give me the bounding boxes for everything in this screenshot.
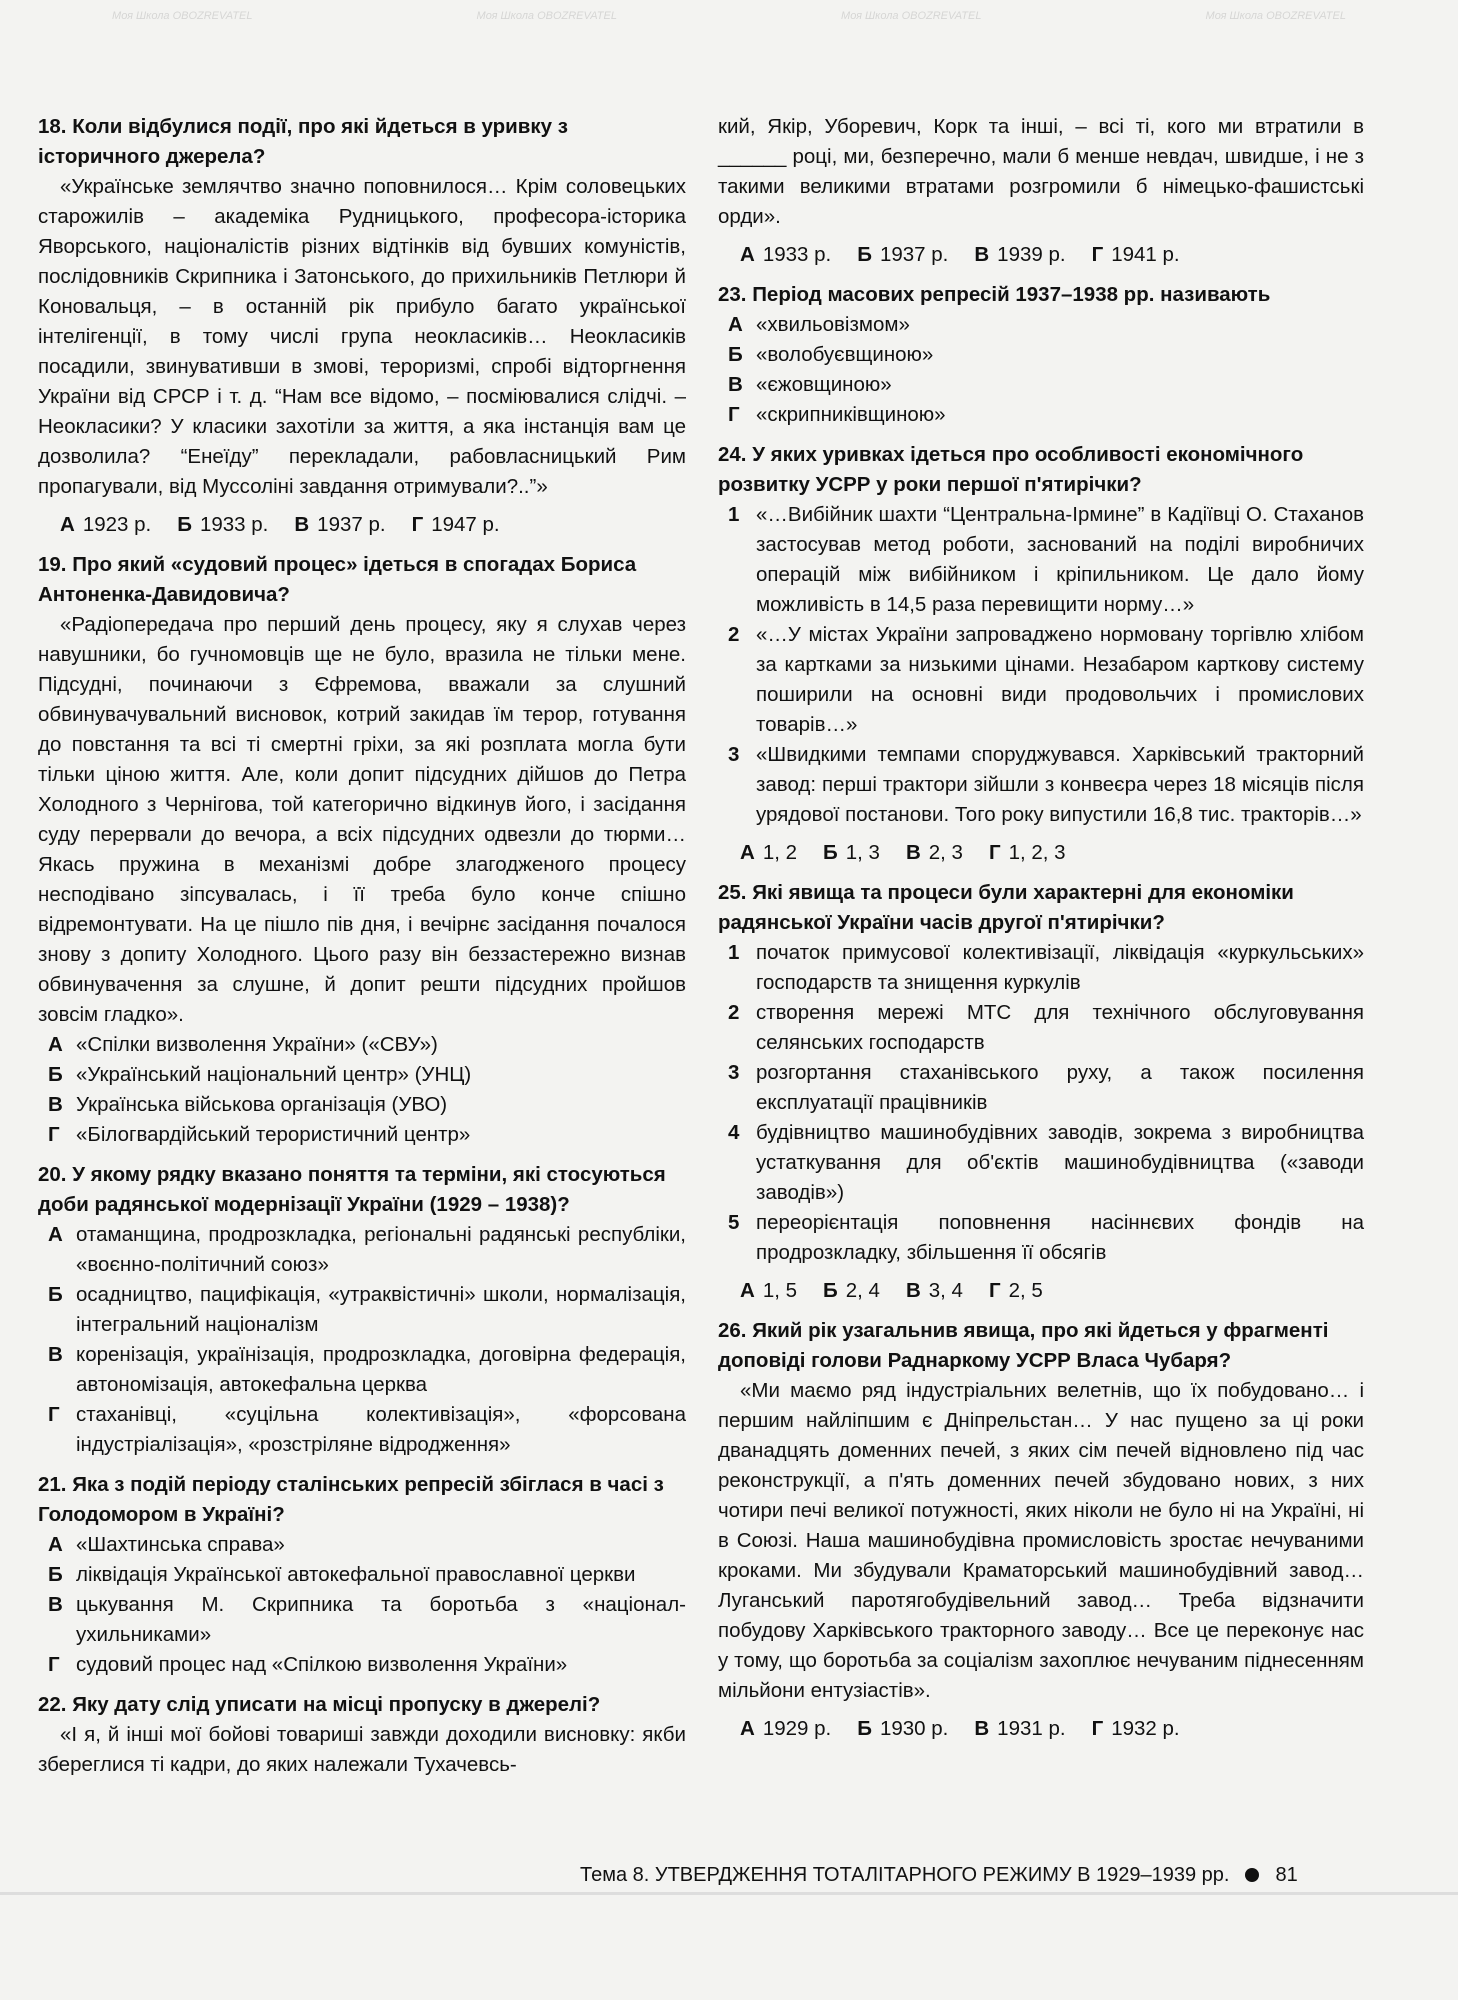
item-text: початок примусової колективізації, ліквідація «куркульських» господарств та знищення куркулів: [756, 941, 1364, 994]
question-title: 21. Яка з подій періоду сталінських репресій збіглася в часі з Голодомором в Україні?: [38, 1473, 664, 1526]
question-19: [38, 550, 686, 1150]
option-text: «Український національний центр» (УНЦ): [76, 1063, 472, 1086]
answer-option[interactable]: [38, 1590, 686, 1650]
question-title: 20. У якому рядку вказано поняття та терміни, які стосуються доби радянської модернізації України (1929 – 1938)?: [38, 1163, 666, 1216]
answer-option[interactable]: [740, 1714, 831, 1744]
option-text: «Спілки визволення України» («СВУ»): [76, 1033, 438, 1056]
option-letter: В: [905, 841, 921, 864]
numbered-item: [718, 740, 1364, 830]
option-text: 1, 2, 3: [1008, 841, 1066, 864]
answer-option[interactable]: [974, 240, 1065, 270]
question-25: [718, 878, 1364, 1306]
option-text: 1923 р.: [82, 513, 152, 536]
option-text: «Шахтинська справа»: [76, 1533, 285, 1556]
option-letter: А: [60, 513, 75, 536]
question-18: [38, 112, 686, 540]
source-quote: «І я, й інші мої бойові товариші завжди доходили висновку: якби збереглися ті кадри, до яких належали Тухачевсь-: [38, 1723, 686, 1776]
numbered-item: [718, 1118, 1364, 1208]
source-quote: «Українське землячтво значно поповнилося… Крім соловецьких старожилів – академіка Рудницького, професора-історика Яворського, націоналістів різних відтінків від бувших комуністів, послідовників Скрипника і Затонського, до прихильників Петлюри й Коновальця, – в останній рік прибуло багато української інтелігенції, в тому числі група неокласиків… Неокласиків посадили, звинувативши в змові, тероризмі, спробі відторгнення України від СРСР і т. д. “Нам все відомо, – посміювалися слідчі. – Неокласики? У класики захотіли за життя, а яка інстанція вам це дозволила? “Енеїду” перекладали, рабовласницький Рим пропагували, від Муссоліні завдання отримували?..”»: [38, 175, 686, 498]
option-letter: В: [974, 243, 990, 266]
item-number: 2: [728, 1001, 740, 1024]
option-letter: Б: [48, 1563, 63, 1586]
source-quote: «Радіопередача про перший день процесу, яку я слухав через навушники, бо гучномовців ще не було, вразила не тільки мене. Підсудні, починаючи з Єфремова, вважали за слушний обвинувачувальний висновок, котрий закидав їм терор, готування до повстання та всі ті смертні гріхи, за які розплата могла бути тільки ціною життя. Але, коли допит підсудних дійшов до Петра Холодного з Чернігова, той категорично відкинув його, і засідання суду перервали до вечора, а всіх підсудних одвезли до тюрми… Якась пружина в механізмі добре злагодженого процесу несподівано зіпсувалась, і її треба було конче спішно відремонтувати. На це пішло пів дня, і вечірнє засідання почалося знову з допиту Холодного. Цього разу він беззастережно визнав обвинувачення за слушне, й допит решти підсудних пройшов зовсім гладко».: [38, 613, 686, 1026]
option-text: 1941 р.: [1111, 243, 1180, 266]
numbered-items: [718, 938, 1364, 1268]
item-text: «…Вибійник шахти “Центральна-Ірмине” в Кадіївці О. Стаханов застосував метод роботи, заснований на поділі виробничих операцій між вибійником і кріпильником. Це дало йому можливість в 14,5 раза перевищити норму…»: [756, 503, 1364, 616]
option-text: 2, 4: [845, 1279, 880, 1302]
option-text: цькування М. Скрипника та боротьба з «націонал-ухильниками»: [76, 1593, 686, 1646]
question-title: 19. Про який «судовий процес» ідеться в спогадах Бориса Антоненка-Давидовича?: [38, 553, 637, 606]
answer-option[interactable]: [38, 1400, 686, 1460]
answer-option[interactable]: [38, 1060, 686, 1090]
question-26: [718, 1316, 1364, 1744]
option-text: 1932 р.: [1111, 1717, 1180, 1740]
item-number: 3: [728, 743, 740, 766]
option-letter: Б: [823, 841, 838, 864]
answer-option[interactable]: [989, 1276, 1043, 1306]
option-letter: А: [48, 1533, 63, 1556]
question-title: 26. Який рік узагальнив явища, про які йдеться у фрагменті доповіді голови Раднаркому УСРР Власа Чубаря?: [718, 1319, 1329, 1372]
option-letter: В: [48, 1593, 63, 1616]
page-footer: [580, 1860, 1380, 1890]
option-letter: Б: [48, 1063, 63, 1086]
answer-option[interactable]: [177, 510, 268, 540]
question-title: 22. Яку дату слід уписати на місці пропуску в джерелі?: [38, 1693, 601, 1716]
option-text: 1931 р.: [997, 1717, 1066, 1740]
answer-options: [38, 1030, 686, 1150]
answer-option[interactable]: [857, 240, 948, 270]
question-title: 25. Які явища та процеси були характерні для економіки радянської України часів другої п'ятирічки?: [718, 881, 1294, 934]
option-text: стаханівці, «суцільна колективізація», «форсована індустріалізація», «розстріляне відродження»: [76, 1403, 686, 1456]
question-22-continued: [718, 112, 1364, 270]
answer-option[interactable]: [38, 1090, 686, 1120]
option-text: ліквідація Української автокефальної православної церкви: [76, 1563, 636, 1586]
option-text: «єжовщиною»: [756, 373, 892, 396]
item-text: «…У містах України запроваджено нормовану торгівлю хлібом за картками за низькими цінами. Незабаром карткову систему поширили на основні види продовольчих і промислових товарів…»: [756, 623, 1364, 736]
answer-option[interactable]: [1092, 240, 1180, 270]
right-column: [718, 112, 1364, 1754]
option-letter: Б: [177, 513, 192, 536]
option-text: 2, 3: [928, 841, 963, 864]
option-text: отаманщина, продрозкладка, регіональні радянські республіки, «воєнно-політичний союз»: [76, 1223, 686, 1276]
option-letter: Б: [823, 1279, 838, 1302]
option-letter: В: [48, 1093, 63, 1116]
numbered-item: [718, 620, 1364, 740]
option-letter: Б: [857, 243, 872, 266]
answer-option[interactable]: [38, 1560, 686, 1590]
footer-topic: Тема 8. УТВЕРДЖЕННЯ ТОТАЛІТАРНОГО РЕЖИМУ В 1929–1939 рр.: [580, 1863, 1230, 1886]
answer-option[interactable]: [740, 838, 797, 868]
numbered-item: [718, 500, 1364, 620]
item-text: розгортання стаханівського руху, а також посилення експлуатації працівників: [756, 1061, 1364, 1114]
answer-option[interactable]: [906, 838, 963, 868]
answer-option[interactable]: [38, 1030, 686, 1060]
watermark-text: Моя Школа OBOZREVATEL: [841, 10, 982, 22]
question-24: [718, 440, 1364, 868]
answer-option[interactable]: [857, 1714, 948, 1744]
option-letter: Г: [988, 1279, 1001, 1302]
answer-option[interactable]: [294, 510, 385, 540]
answer-option[interactable]: [740, 1276, 797, 1306]
source-quote: кий, Якір, Уборевич, Корк та інші, – всі ті, кого ми втратили в ______ році, ми, безперечно, мали б менше невдач, швидше, і не з такими великими втратами розгромили б німецько-фашистські орди».: [718, 115, 1364, 228]
option-text: Українська військова організація (УВО): [76, 1093, 448, 1116]
answer-option[interactable]: [38, 1650, 686, 1680]
option-text: 1939 р.: [997, 243, 1066, 266]
watermark-text: Моя Школа OBOZREVATEL: [1205, 10, 1346, 22]
option-letter: Г: [1091, 1717, 1104, 1740]
numbered-item: [718, 938, 1364, 998]
option-letter: А: [740, 1279, 755, 1302]
watermark-strip: [0, 10, 1458, 30]
item-text: переорієнтація поповнення насіннєвих фондів на продрозкладку, збільшення її обсягів: [756, 1211, 1364, 1264]
bullet-dot-icon: [1245, 1868, 1259, 1882]
question-22: [38, 1690, 686, 1780]
option-text: 1, 2: [762, 841, 798, 864]
answer-options: [718, 310, 1364, 430]
numbered-items: [718, 500, 1364, 830]
watermark-text: Моя Школа OBOZREVATEL: [112, 10, 253, 22]
question-title: 18. Коли відбулися події, про які йдеться в уривку з історичного джерела?: [38, 115, 568, 168]
answer-options: [38, 1530, 686, 1680]
option-letter: Б: [728, 343, 743, 366]
watermark-text: Моя Школа OBOZREVATEL: [476, 10, 617, 22]
item-number: 5: [728, 1211, 740, 1234]
option-text: 1929 р.: [762, 1717, 832, 1740]
option-letter: А: [740, 1717, 755, 1740]
option-text: 1947 р.: [431, 513, 500, 536]
answer-option[interactable]: [718, 310, 1364, 340]
option-letter: Г: [411, 513, 424, 536]
source-quote: «Ми маємо ряд індустріальних велетнів, що їх побудовано… і першим найліпшим є Дніпрельстан… У нас пущено за ці роки дванадцять доменних печей, з яких сім печей відновлено під час реконструкції, а п'ять доменних печей збудовано нових, з них чотири печі великої потужності, яких ніколи не було ні на Україні, ні в Союзі. Наша машинобудівна промисловість зростає нечуваними кроками. Ми збудували Краматорський машинобудівний завод… Луганський паротягобудівельний завод… Треба відзначити побудову Харківського тракторного заводу… Все це переконує нас у тому, що боротьба за соціалізм захоплює нечуваним піднесенням мільйони ентузіастів».: [718, 1379, 1364, 1702]
answer-option[interactable]: [718, 370, 1364, 400]
option-letter: А: [728, 313, 743, 336]
item-number: 1: [728, 503, 740, 526]
option-text: 1937 р.: [317, 513, 386, 536]
option-letter: Б: [48, 1283, 63, 1306]
answer-option[interactable]: [38, 1220, 686, 1280]
bottom-rule: [0, 1892, 1458, 1895]
item-number: 4: [728, 1121, 740, 1144]
option-letter: В: [728, 373, 743, 396]
option-letter: Г: [48, 1123, 60, 1146]
option-text: «скрипниківщиною»: [756, 403, 946, 426]
answer-options: [718, 240, 1364, 270]
question-title: 23. Період масових репресій 1937–1938 рр. називають: [718, 283, 1271, 306]
answer-option[interactable]: [1092, 1714, 1180, 1744]
option-text: 1, 3: [845, 841, 880, 864]
answer-option[interactable]: [718, 340, 1364, 370]
option-letter: В: [48, 1343, 63, 1366]
option-text: 2, 5: [1008, 1279, 1043, 1302]
option-text: «хвильовізмом»: [756, 313, 910, 336]
answer-option[interactable]: [38, 1340, 686, 1400]
option-text: осадництво, пацифікація, «утраквістичні» школи, нормалізація, інтегральний націоналізм: [76, 1283, 686, 1336]
answer-options: [718, 838, 1364, 868]
answer-option[interactable]: [823, 1276, 880, 1306]
answer-option[interactable]: [974, 1714, 1065, 1744]
item-number: 2: [728, 623, 740, 646]
option-text: 1933 р.: [199, 513, 269, 536]
option-text: 1933 р.: [762, 243, 832, 266]
option-text: 3, 4: [928, 1279, 963, 1302]
answer-option[interactable]: [38, 1530, 686, 1560]
numbered-item: [718, 1058, 1364, 1118]
answer-options: [38, 1220, 686, 1460]
item-text: створення мережі МТС для технічного обслуговування селянських господарств: [756, 1001, 1364, 1054]
item-text: будівництво машинобудівних заводів, зокрема з виробництва устаткування для об'єктів машинобудівництва («заводи заводів»): [756, 1121, 1364, 1204]
option-letter: А: [48, 1033, 63, 1056]
answer-option[interactable]: [823, 838, 880, 868]
answer-option[interactable]: [60, 510, 151, 540]
option-text: судовий процес над «Спілкою визволення України»: [76, 1653, 568, 1676]
question-21: [38, 1470, 686, 1680]
option-letter: В: [905, 1279, 921, 1302]
answer-option[interactable]: [906, 1276, 963, 1306]
option-text: коренізація, українізація, продрозкладка, договірна федерація, автономізація, автокефальна церква: [76, 1343, 686, 1396]
option-letter: Г: [988, 841, 1001, 864]
answer-option[interactable]: [38, 1120, 686, 1150]
item-text: «Швидкими темпами споруджувався. Харківський тракторний завод: перші трактори зійшли з конвеєра через 18 місяців після урядової постанови. Того року випустили 16,8 тис. тракторів…»: [756, 743, 1364, 826]
answer-option[interactable]: [989, 838, 1066, 868]
option-text: 1, 5: [762, 1279, 798, 1302]
option-letter: Г: [1091, 243, 1104, 266]
item-number: 1: [728, 941, 740, 964]
question-23: [718, 280, 1364, 430]
page-number: 81: [1275, 1863, 1298, 1886]
numbered-item: [718, 998, 1364, 1058]
answer-option[interactable]: [38, 1280, 686, 1340]
option-letter: Г: [48, 1653, 60, 1676]
option-text: «волобуєвщиною»: [756, 343, 934, 366]
answer-option[interactable]: [412, 510, 500, 540]
question-title: 24. У яких уривках ідеться про особливості економічного розвитку УСРР у роки першої п'ятирічки?: [718, 443, 1304, 496]
option-letter: В: [974, 1717, 990, 1740]
numbered-item: [718, 1208, 1364, 1268]
option-text: «Білогвардійський терористичний центр»: [76, 1123, 471, 1146]
option-text: 1937 р.: [879, 243, 949, 266]
option-letter: А: [740, 841, 755, 864]
option-letter: В: [294, 513, 310, 536]
left-column: [38, 112, 686, 1790]
answer-option[interactable]: [718, 400, 1364, 430]
item-number: 3: [728, 1061, 740, 1084]
option-letter: Г: [48, 1403, 60, 1426]
option-letter: Б: [857, 1717, 872, 1740]
answer-option[interactable]: [740, 240, 831, 270]
option-text: 1930 р.: [879, 1717, 949, 1740]
question-20: [38, 1160, 686, 1460]
answer-options: [718, 1276, 1364, 1306]
answer-options: [718, 1714, 1364, 1744]
option-letter: А: [48, 1223, 63, 1246]
answer-options: [38, 510, 686, 540]
option-letter: А: [740, 243, 755, 266]
option-letter: Г: [728, 403, 740, 426]
